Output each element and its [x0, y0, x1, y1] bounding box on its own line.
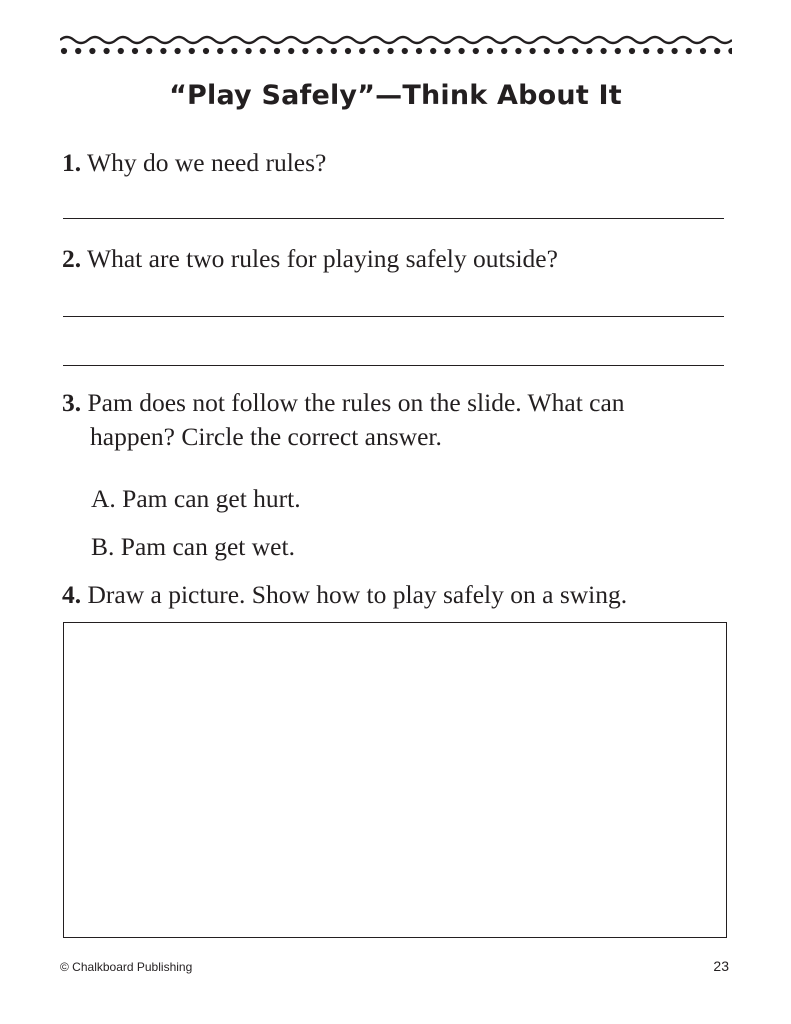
border-dot	[728, 48, 732, 54]
question-text: Draw a picture. Show how to play safely on a swing.	[87, 580, 628, 609]
border-dot	[544, 48, 550, 54]
border-dot	[643, 48, 649, 54]
border-dot	[473, 48, 479, 54]
border-dot	[345, 48, 351, 54]
border-dot	[402, 48, 408, 54]
question-4	[62, 578, 627, 612]
border-dot	[175, 48, 181, 54]
border-dot	[189, 48, 195, 54]
border-dot	[146, 48, 152, 54]
border-dot	[430, 48, 436, 54]
border-dot	[686, 48, 692, 54]
border-dot	[317, 48, 323, 54]
answer-line[interactable]	[63, 316, 724, 317]
question-number: 2.	[62, 244, 82, 273]
question-text: Pam does not follow the rules on the slide. What can	[87, 388, 625, 417]
border-dot	[530, 48, 536, 54]
question-1	[62, 146, 326, 180]
answer-line[interactable]	[63, 218, 724, 219]
border-dot	[288, 48, 294, 54]
border-dot	[388, 48, 394, 54]
border-dot	[61, 48, 67, 54]
border-dot	[515, 48, 521, 54]
copyright-text: © Chalkboard Publishing	[60, 960, 193, 974]
border-dot	[501, 48, 507, 54]
page-title: “Play Safely”—Think About It	[169, 80, 622, 111]
border-dot	[586, 48, 592, 54]
border-dot	[203, 48, 209, 54]
border-dot	[373, 48, 379, 54]
border-dot	[416, 48, 422, 54]
border-dot	[132, 48, 138, 54]
border-dot	[331, 48, 337, 54]
border-dot	[118, 48, 124, 54]
decorative-border	[60, 34, 732, 58]
border-dot	[104, 48, 110, 54]
border-dot	[274, 48, 280, 54]
question-text-continued: happen? Circle the correct answer.	[90, 422, 442, 451]
answer-option-b[interactable]: B. Pam can get wet.	[91, 532, 295, 561]
border-dot	[459, 48, 465, 54]
border-dot	[231, 48, 237, 54]
page-number: 23	[713, 958, 729, 974]
border-dot	[89, 48, 95, 54]
answer-line[interactable]	[63, 365, 724, 366]
border-dot	[657, 48, 663, 54]
question-3	[62, 386, 625, 454]
border-dot	[75, 48, 81, 54]
question-number: 4.	[62, 580, 82, 609]
border-dot	[714, 48, 720, 54]
border-dot	[672, 48, 678, 54]
answer-option-a[interactable]: A. Pam can get hurt.	[91, 484, 301, 513]
border-dot	[601, 48, 607, 54]
question-text: What are two rules for playing safely outside?	[87, 244, 558, 273]
question-number: 3.	[62, 388, 82, 417]
question-text: Why do we need rules?	[87, 148, 327, 177]
border-dot	[487, 48, 493, 54]
border-dot	[246, 48, 252, 54]
border-dot	[444, 48, 450, 54]
border-dot	[260, 48, 266, 54]
border-dot	[217, 48, 223, 54]
border-dot	[359, 48, 365, 54]
question-number: 1.	[62, 148, 82, 177]
border-dot	[302, 48, 308, 54]
border-dot	[629, 48, 635, 54]
border-dot	[700, 48, 706, 54]
drawing-box[interactable]	[63, 622, 727, 938]
border-dot	[572, 48, 578, 54]
border-dot	[558, 48, 564, 54]
border-dot	[160, 48, 166, 54]
question-2	[62, 242, 558, 276]
border-dot	[615, 48, 621, 54]
